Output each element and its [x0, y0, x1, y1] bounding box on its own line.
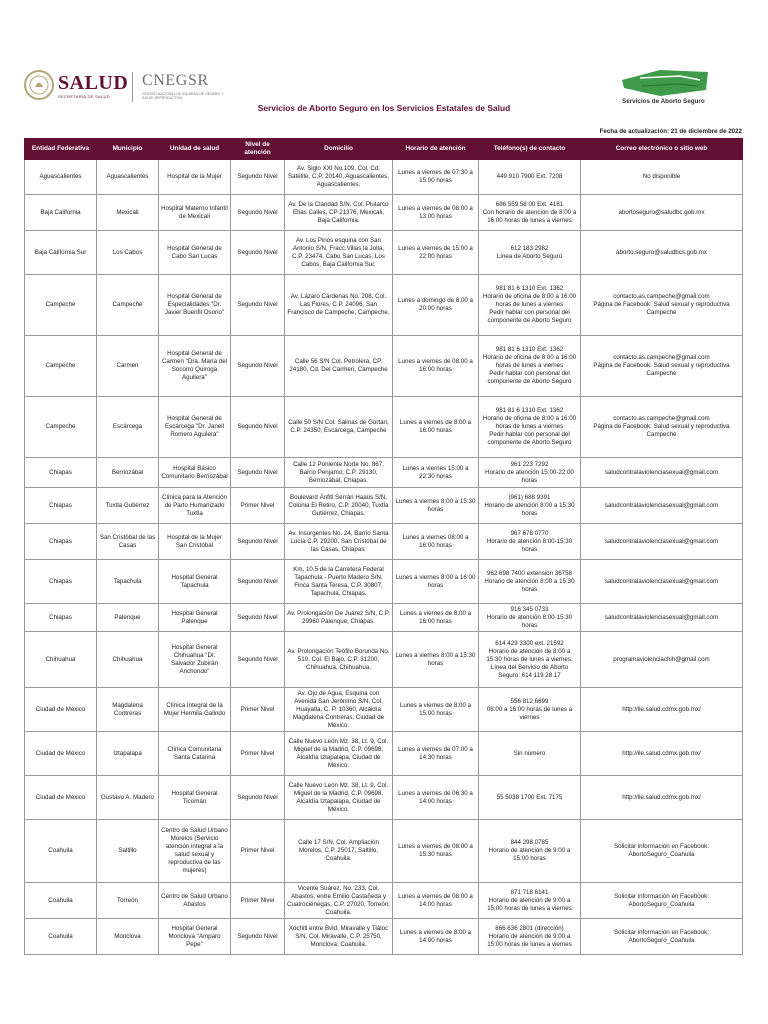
- table-cell: Baja California Sur: [25, 231, 97, 275]
- table-cell: Hospital de la Mujer: [159, 160, 231, 195]
- table-cell: Boulevard Ánfitl Serrán Haaüs S/N, Colonia El Retiro, C.P. 20040, Tuxtla Gutiérrez, Chiapas.: [285, 488, 393, 524]
- table-cell: Chiapas: [25, 604, 97, 632]
- table-cell: http://ile.salud.cdmx.gob.mx/: [581, 776, 743, 820]
- table-cell: Hospital General Ticomán: [159, 776, 231, 820]
- table-row: [25, 883, 743, 919]
- table-cell: Palenque: [97, 604, 159, 632]
- table-row: [25, 688, 743, 732]
- table-cell: No disponible: [581, 160, 743, 195]
- table-row: [25, 195, 743, 231]
- table-cell: Ciudad de México: [25, 776, 97, 820]
- table-cell: Hospital General Monclova "Amparo Pepe": [159, 919, 231, 955]
- table-row: [25, 820, 743, 883]
- cnegsr-logo-text: CNEGSR: [142, 72, 209, 89]
- table-cell: http://ile.salud.cdmx.gob.mx/: [581, 732, 743, 776]
- table-cell: Berriozábal: [97, 458, 159, 488]
- table-cell: Campeche: [97, 275, 159, 336]
- table-cell: Primer Nivel: [231, 820, 285, 883]
- table-body: [25, 160, 743, 955]
- table-cell: Primer Nivel: [231, 883, 285, 919]
- table-cell: aborto.seguro@saludbcs.gob.mx: [581, 231, 743, 275]
- table-cell: saludcontralaviolenciasexual@gmail.com: [581, 604, 743, 632]
- column-header: Correo electrónico o sitio web: [581, 139, 743, 160]
- table-cell: Segundo Nivel: [231, 231, 285, 275]
- table-cell: Lunes a viernes 8:00 a 15:30 horas: [393, 632, 479, 688]
- column-header: Nivel de atención: [231, 139, 285, 160]
- cnegsr-logo: [142, 72, 234, 100]
- update-date: Fecha de actualización: 21 de diciembre de 2022: [599, 128, 742, 135]
- table-cell: Hospital General de Escárcega "Dr. Janell Romero Aguilera": [159, 397, 231, 458]
- table-cell: Lunes a viernes de 07:30 a 15:00 horas: [393, 160, 479, 195]
- table-cell: 686 559 58 00 Ext. 4161 Con horario de atención de 8:00 a 16:00 horas de lunes a viernes: [479, 195, 581, 231]
- table-cell: Carmen: [97, 336, 159, 397]
- column-header: Municipio: [97, 139, 159, 160]
- table-cell: Lunes a viernes de 08:00 a 13:00 horas: [393, 195, 479, 231]
- table-cell: Lunes a viernes de 15:00 a 22:00 horas: [393, 231, 479, 275]
- table-cell: Lunes a viernes de 8:00 a 14:00 horas: [393, 919, 479, 955]
- table-header-row: [25, 139, 743, 160]
- table-row: [25, 732, 743, 776]
- table-cell: 556 812 6699 08:00 a 16:00 horas de lunes a viernes: [479, 688, 581, 732]
- salud-logo-subtitle: SECRETARÍA DE SALUD: [58, 94, 110, 99]
- table-cell: Hospital Materno Infantil de Mexicali: [159, 195, 231, 231]
- table-cell: Lunes a viernes de 08:00 a 14:00 horas: [393, 883, 479, 919]
- table-cell: Hospital General Tapachula: [159, 560, 231, 604]
- table-cell: 961 223 7292 Horario de atención 15:00-22:00 horas: [479, 458, 581, 488]
- table-cell: Chiapas: [25, 458, 97, 488]
- table-cell: 449 910 7900 Ext. 7208: [479, 160, 581, 195]
- table-row: [25, 776, 743, 820]
- table-cell: Primer Nivel: [231, 688, 285, 732]
- table-cell: Segundo Nivel: [231, 160, 285, 195]
- table-cell: Hospital Básico Comunitario Berriozábal: [159, 458, 231, 488]
- table-cell: Xóchitl entre Bvld. Miravalle y Tláloc S/N, Col. Miravalle, C.P. 25750, Monclova, Coahuila.: [285, 919, 393, 955]
- table-cell: 962 698 7400 extensión 36758 Horario de atención 8:00 a 15:30 horas: [479, 560, 581, 604]
- table-cell: Segundo Nivel: [231, 336, 285, 397]
- column-header: Domicilio: [285, 139, 393, 160]
- table-cell: 981 81 6 1310 Ext. 1362 Horario de oficina de 8:00 a 16:00 horas de lunes a viernes Pedir hablar con personal del componente de Aborto Seguro: [479, 397, 581, 458]
- table-cell: Calle 17 S/N, Col. Ampliación Morelos, C.P. 25017, Saltillo, Coahuila.: [285, 820, 393, 883]
- table-cell: Clínica Integral de la Mujer Hermila Galindo: [159, 688, 231, 732]
- table-cell: Clínica Comunitaria Santa Catarina: [159, 732, 231, 776]
- table-cell: Campeche: [25, 336, 97, 397]
- table-cell: Solicitar información en Facebook: AbortoSeguro_Coahuila: [581, 883, 743, 919]
- table-row: [25, 397, 743, 458]
- table-row: [25, 919, 743, 955]
- table-row: [25, 604, 743, 632]
- table-cell: Av. De la Claridad S/N, Col. Plutarco Elías Calles, CP 21376, Mexicali, Baja California.: [285, 195, 393, 231]
- table-cell: Segundo Nivel: [231, 524, 285, 560]
- table-cell: Coahuila: [25, 883, 97, 919]
- table-cell: Lunes a viernes 8:00 a 15:30 horas: [393, 488, 479, 524]
- table-cell: 614 429 3300 ext. 21592 Horario de atención de 8:00 a 15:30 horas de lunes a viernes. Línea del Servicio de Aborto Seguro: 614 119 28 17: [479, 632, 581, 688]
- table-cell: Av. Insurgentes No. 24, Barrio Santa Lucía C.P. 29200, San Cristóbal de las Casas, Chiapas.: [285, 524, 393, 560]
- table-cell: Gustavo A. Madero: [97, 776, 159, 820]
- table-cell: Av. Prolongación Teófilo Borunda No. 510, Col. El Bajo, C.P. 31200, Chihuahua, Chihuahua.: [285, 632, 393, 688]
- table-cell: Av. Los Pinos esquina con San Antonio S/N, Fracc.Villas la Jolla, C.P. 23474, Cabo San Lucas, Los Cabos, Baja California Sur.: [285, 231, 393, 275]
- table-cell: Coahuila: [25, 919, 97, 955]
- table-cell: Hospital General de Carmen "Dra. María del Socorro Quiroga Aguilera": [159, 336, 231, 397]
- column-header: Horario de atención: [393, 139, 479, 160]
- table-cell: 871 718 6141 Horario de atención de 9:00 a 15:00 horas de lunes a viernes: [479, 883, 581, 919]
- table-cell: Chiapas: [25, 488, 97, 524]
- table-cell: Hospital General Chihuahua "Dr. Salvador Zubirán Anchondo": [159, 632, 231, 688]
- table-cell: Hospital de la Mujer San Cristóbal: [159, 524, 231, 560]
- table-cell: Calle 50 S/N Col. Salinas de Gortari, C.P. 24350, Escárcega, Campeche: [285, 397, 393, 458]
- column-header: Unidad de salud: [159, 139, 231, 160]
- table-cell: Lunes a viernes de 07:00 a 14:30 horas: [393, 732, 479, 776]
- table-row: [25, 231, 743, 275]
- table-cell: Primer Nivel: [231, 488, 285, 524]
- hands-icon: [620, 66, 710, 98]
- table-cell: Segundo Nivel: [231, 275, 285, 336]
- table-cell: Iztapalapa: [97, 732, 159, 776]
- table-cell: Ciudad de México: [25, 732, 97, 776]
- table-cell: Baja California: [25, 195, 97, 231]
- table-cell: Primer Nivel: [231, 732, 285, 776]
- table-cell: Lunes a viernes de 08:00 a 16:00 horas: [393, 336, 479, 397]
- table-cell: Chiapas: [25, 560, 97, 604]
- table-cell: 981 81 6 1310 Ext. 1362 Horario de oficina de 8:00 a 16:00 horas de lunes a viernes Pedir hablar con personal del componente de Aborto Seguro: [479, 336, 581, 397]
- table-row: [25, 488, 743, 524]
- table-cell: Escárcega: [97, 397, 159, 458]
- table-cell: abortoseguro@saludbc.gob.mx: [581, 195, 743, 231]
- table-cell: saludcontralaviolenciasexual@gmail.com: [581, 488, 743, 524]
- table-cell: Lunes a viernes 15:00 a 22:30 horas: [393, 458, 479, 488]
- table-cell: Segundo Nivel: [231, 632, 285, 688]
- table-cell: 844 298 0785 Horario de atención de 9:00 a 15:00 horas: [479, 820, 581, 883]
- table-cell: (961) 688 9391 Horario de atención 8:00 a 15:30 horas: [479, 488, 581, 524]
- table-cell: Segundo Nivel: [231, 919, 285, 955]
- table-cell: San Cristóbal de las Casas: [97, 524, 159, 560]
- logo-divider: [132, 72, 133, 102]
- table-cell: Calle 56 S/N Col. Petrolera, CP. 24180, Cd. Del Carmen, Campeche: [285, 336, 393, 397]
- salud-logo: [24, 70, 129, 104]
- table-row: [25, 336, 743, 397]
- table-cell: Calle Nuevo León Mz. 38, Lt. 9, Col. Miguel de la Madrid, C.P. 09698, Alcaldía Iztapalapa, Ciudad de México.: [285, 776, 393, 820]
- table-cell: Solicitar información en Facebook: AbortoSeguro_Coahuila: [581, 820, 743, 883]
- table-cell: Lunes a viernes de 8:00 a 15:00 horas: [393, 688, 479, 732]
- table-cell: Tapachula: [97, 560, 159, 604]
- table-cell: Hospital General Palenque: [159, 604, 231, 632]
- page-title: Servicios de Aborto Seguro en los Servicios Estatales de Salud: [257, 103, 511, 113]
- table-cell: Lunes a viernes de 8:00 a 16:00 horas: [393, 397, 479, 458]
- table-cell: Lunes a viernes 8:00 a 16:00 horas: [393, 560, 479, 604]
- table-cell: Calle Nuevo León Mz. 38, Lt. 9, Col. Miguel de la Madrid, C.P. 09698, Alcaldía Iztapalapa, Ciudad de México.: [285, 732, 393, 776]
- table-cell: saludcontralaviolenciasexual@gmail.com: [581, 560, 743, 604]
- table-cell: Segundo Nivel: [231, 195, 285, 231]
- table-row: [25, 632, 743, 688]
- table-cell: Av. Siglo XXI No.109, Col. Cd. Satélite, C.P. 20140, Aguascalientes, Aguascalientes.: [285, 160, 393, 195]
- table-cell: Hospital General de Cabo San Lucas: [159, 231, 231, 275]
- table-cell: Av. Lázaro Cárdenas No. 208, Col. Las Flores, C.P. 24096, San Francisco de Campeche, Campeche.: [285, 275, 393, 336]
- table-row: [25, 458, 743, 488]
- table-row: [25, 275, 743, 336]
- table-cell: Ciudad de México: [25, 688, 97, 732]
- mexico-seal-icon: [24, 70, 54, 100]
- table-cell: Lunes a viernes de 08:00 a 15:30 horas: [393, 820, 479, 883]
- column-header: Entidad Federativa: [25, 139, 97, 160]
- table-cell: Mexicali: [97, 195, 159, 231]
- table-cell: http://ile.salud.cdmx.gob.mx/: [581, 688, 743, 732]
- table-cell: Lunes a viernes de 8:00 a 16:00 horas: [393, 604, 479, 632]
- table-cell: 967 678 0770 Horario de atención 8:00-15:30 horas: [479, 524, 581, 560]
- table-cell: programaviolenciachih@gmail.com: [581, 632, 743, 688]
- table-cell: Los Cabos: [97, 231, 159, 275]
- table-cell: Chiapas: [25, 524, 97, 560]
- table-cell: Coahuila: [25, 820, 97, 883]
- table-cell: Saltillo: [97, 820, 159, 883]
- table-cell: Campeche: [25, 397, 97, 458]
- table-cell: Aguascalientes: [25, 160, 97, 195]
- table-cell: 612 183 2982 Línea de Aborto Seguro: [479, 231, 581, 275]
- table-cell: Lunes a viernes de 06:30 a 14:00 horas: [393, 776, 479, 820]
- table-cell: saludcontralaviolenciasexual@gmail.com: [581, 458, 743, 488]
- cnegsr-logo-subtitle: CENTRO NACIONAL DE EQUIDAD DE GÉNERO Y SALUD REPRODUCTIVA: [142, 92, 224, 100]
- table-cell: Monclova: [97, 919, 159, 955]
- table-cell: Hospital General de Especialidades "Dr. Javier Buenfil Osorio": [159, 275, 231, 336]
- table-cell: Segundo Nivel: [231, 458, 285, 488]
- table-cell: 55 5038 1700 Ext. 7175: [479, 776, 581, 820]
- services-table: [24, 138, 743, 955]
- table-cell: Chihuahua: [25, 632, 97, 688]
- table-cell: Campeche: [25, 275, 97, 336]
- table-cell: contacto.as.campeche@gmail.com Página de Facebook: Salud sexual y reproductiva Campeche: [581, 336, 743, 397]
- table-row: [25, 560, 743, 604]
- table-cell: Centro de Salud Urbano Morelos (Servicio atención integral a la salud sexual y reproductiva de las mujeres): [159, 820, 231, 883]
- column-header: Teléfono(s) de contacto: [479, 139, 581, 160]
- table-cell: contacto.as.campeche@gmail.com Página de Facebook: Salud sexual y reproductiva Campeche: [581, 275, 743, 336]
- table-cell: Km. 10.5 de la Carretera Federal Tapachula - Puerto Madero S/N, Finca Santa Teresa, C.P. 30807, Tapachula, Chiapas.: [285, 560, 393, 604]
- table-cell: contacto.as.campeche@gmail.com Página de Facebook: Salud sexual y reproductiva Campeche: [581, 397, 743, 458]
- table-cell: Av. Prolongación De Juárez S/N, C.P. 29960 Palenque, Chiapas.: [285, 604, 393, 632]
- table-cell: 916 345 0733 Horario de atención 8:00-15:30 horas: [479, 604, 581, 632]
- table-cell: Calle 12 Poniente Norte No. 867, Barrio Penjamo, C.P. 29130, Berriozábal, Chiapas.: [285, 458, 393, 488]
- table-row: [25, 524, 743, 560]
- table-cell: Segundo Nivel: [231, 776, 285, 820]
- table-cell: Segundo Nivel: [231, 604, 285, 632]
- table-cell: Lunes a viernes 08:00 a 16:00 horas: [393, 524, 479, 560]
- table-cell: Centro de Salud Urbano Abastos: [159, 883, 231, 919]
- table-cell: Solicitar información en Facebook: AbortoSeguro_Coahuila: [581, 919, 743, 955]
- table-cell: 866 636 2801 (dirección) Horario de atención de 9:00 a 15:00 horas de lunes a viernes: [479, 919, 581, 955]
- table-cell: Chihuahua: [97, 632, 159, 688]
- aborto-seguro-caption: Servicios de Aborto Seguro: [622, 98, 705, 105]
- table-cell: Av. Ojo de Agua, Esquina con Avenida San Jerónimo S/N, Col. Huayatla, C. P. 10360, Alcaldía Magdalena Contreras, Ciudad de México.: [285, 688, 393, 732]
- table-cell: Sin número: [479, 732, 581, 776]
- table-cell: 981 81 6 1310 Ext. 1362 Horario de oficina de 8:00 a 16:00 horas de lunes a viernes Pedir hablar con personal del componente de Aborto Seguro: [479, 275, 581, 336]
- table-cell: Magdalena Contreras: [97, 688, 159, 732]
- table-cell: Segundo Nivel: [231, 560, 285, 604]
- table-cell: Aguascalientes: [97, 160, 159, 195]
- table-cell: Clínica para la Atención de Parto Humanizado Tuxtla: [159, 488, 231, 524]
- table-cell: Tuxtla Gutiérrez: [97, 488, 159, 524]
- table-cell: Torreón: [97, 883, 159, 919]
- table-cell: Lunes a domingo de 8:00 a 20:00 horas: [393, 275, 479, 336]
- table-cell: Segundo Nivel: [231, 397, 285, 458]
- table-cell: saludcontralaviolenciasexual@gmail.com: [581, 524, 743, 560]
- salud-logo-text: SALUD: [58, 72, 129, 94]
- table-cell: Vicente Suárez, No. 233, Col. Abastos, entre Emilio Castañeda y Cuatrociénegas, C.P. 27020, Torreón, Coahuila.: [285, 883, 393, 919]
- table-row: [25, 160, 743, 195]
